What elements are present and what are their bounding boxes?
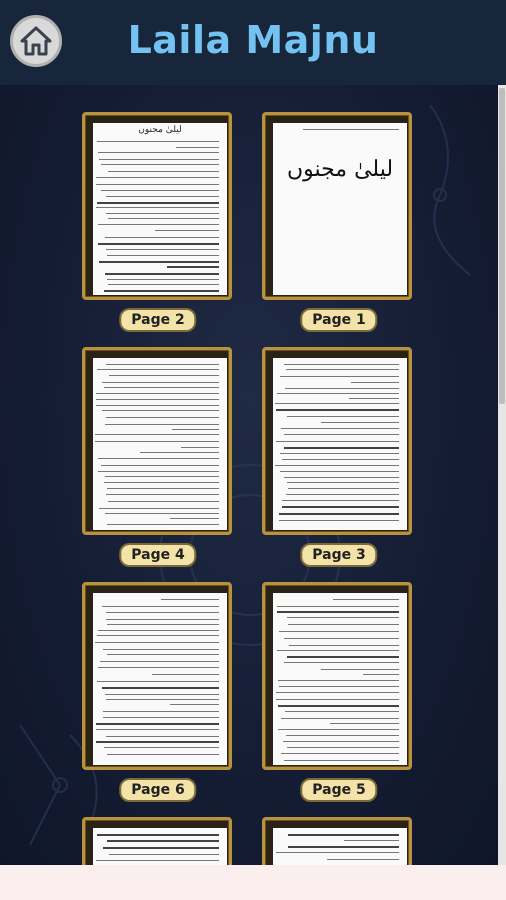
page-label[interactable]: Page 3 <box>300 543 377 567</box>
page-preview <box>93 828 227 865</box>
scrollbar-thumb[interactable] <box>499 88 505 404</box>
page-preview <box>273 828 407 865</box>
thumbnail-frame <box>82 347 232 535</box>
thumbnail-frame <box>262 582 412 770</box>
page-thumbnail[interactable] <box>82 112 232 300</box>
app-title: Laila Majnu <box>127 18 379 62</box>
page-preview <box>273 358 407 530</box>
page-thumbnail[interactable] <box>262 112 412 300</box>
page-label[interactable]: Page 2 <box>119 308 196 332</box>
page-label[interactable]: Page 1 <box>300 308 377 332</box>
thumbnail-frame <box>82 112 232 300</box>
page-label[interactable]: Page 6 <box>119 778 196 802</box>
page-thumbnail[interactable] <box>82 817 232 865</box>
page-preview <box>93 593 227 765</box>
page-grid[interactable] <box>0 85 498 865</box>
cover-title: لیلیٰ مجنوں <box>286 157 394 182</box>
page-thumbnail[interactable] <box>82 347 232 535</box>
thumbnail-frame <box>262 347 412 535</box>
top-app-bar <box>0 0 506 85</box>
thumbnail-frame <box>262 112 412 300</box>
page-label[interactable]: Page 5 <box>300 778 377 802</box>
page-preview <box>273 593 407 765</box>
page-label[interactable]: Page 4 <box>119 543 196 567</box>
background-pattern <box>0 85 498 865</box>
page-thumbnail[interactable] <box>262 347 412 535</box>
page-thumbnail[interactable] <box>262 582 412 770</box>
page-preview <box>93 123 227 295</box>
thumbnail-frame <box>82 817 232 865</box>
page-preview <box>273 123 407 295</box>
thumbnail-frame <box>262 817 412 865</box>
page-thumbnail[interactable] <box>82 582 232 770</box>
thumbnail-frame <box>82 582 232 770</box>
page-preview <box>93 358 227 530</box>
bottom-area <box>0 865 506 900</box>
page-thumbnail[interactable] <box>262 817 412 865</box>
page-heading: لیلیٰ مجنوں <box>138 125 182 135</box>
